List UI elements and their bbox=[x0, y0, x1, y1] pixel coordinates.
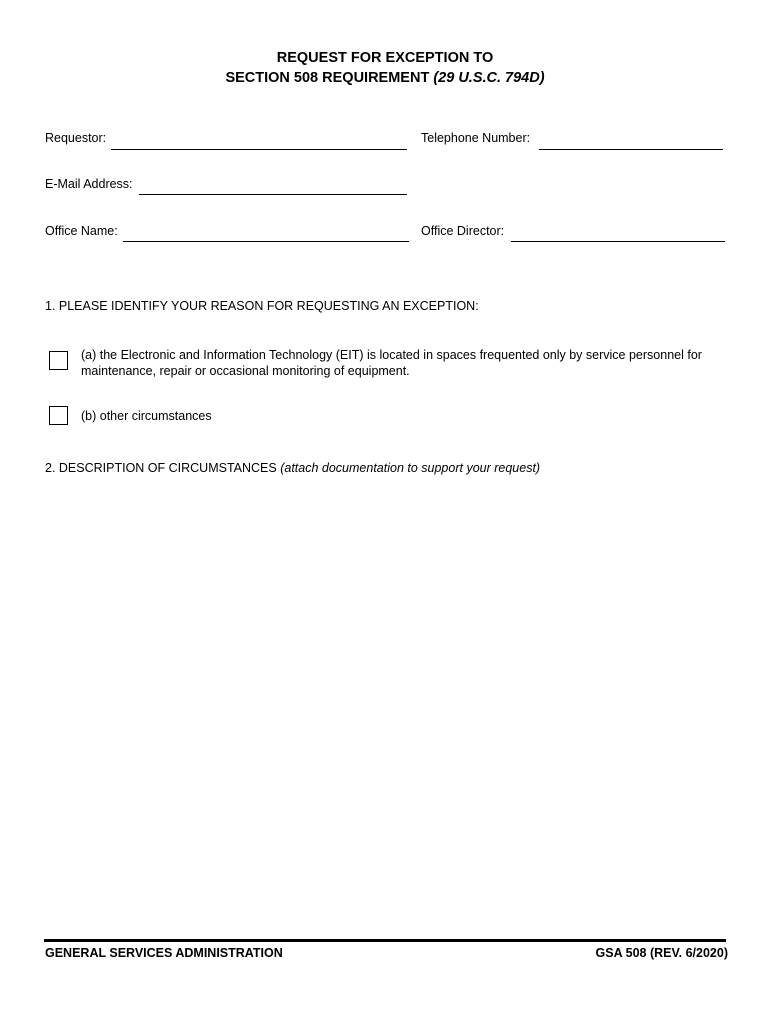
requestor-label: Requestor: bbox=[45, 131, 107, 145]
email-underline bbox=[139, 194, 407, 195]
telephone-input[interactable] bbox=[541, 132, 721, 148]
option-b-text: (b) other circumstances bbox=[81, 409, 212, 423]
email-label: E-Mail Address: bbox=[45, 177, 133, 191]
email-input[interactable] bbox=[141, 177, 405, 193]
section-2-note: (attach documentation to support your request) bbox=[280, 461, 541, 475]
description-textarea[interactable] bbox=[44, 488, 730, 932]
footer-agency: GENERAL SERVICES ADMINISTRATION bbox=[45, 946, 283, 960]
requestor-underline bbox=[111, 149, 407, 150]
section-2-title: 2. DESCRIPTION OF CIRCUMSTANCES bbox=[45, 461, 277, 475]
form-title-text: SECTION 508 REQUIREMENT bbox=[225, 70, 430, 86]
section-2-heading bbox=[45, 460, 540, 476]
footer-rule bbox=[44, 939, 726, 942]
requestor-input[interactable] bbox=[113, 132, 405, 148]
option-a-checkbox[interactable] bbox=[49, 351, 68, 370]
office-director-underline bbox=[511, 241, 725, 242]
form-title-line-1: REQUEST FOR EXCEPTION TO bbox=[276, 50, 494, 66]
office-name-input[interactable] bbox=[125, 224, 407, 240]
footer-form-number: GSA 508 (REV. 6/2020) bbox=[595, 946, 728, 960]
option-a-text: (a) the Electronic and Information Technology (EIT) is located in spaces frequented only by service personnel for maintenance, repair or occasional monitoring of equipment. bbox=[81, 348, 702, 378]
section-1-heading: 1. PLEASE IDENTIFY YOUR REASON FOR REQUESTING AN EXCEPTION: bbox=[45, 299, 479, 313]
telephone-label: Telephone Number: bbox=[421, 131, 531, 145]
office-name-underline bbox=[123, 241, 409, 242]
option-b-checkbox[interactable] bbox=[49, 406, 68, 425]
telephone-underline bbox=[539, 149, 723, 150]
form-title-line-2 bbox=[0, 68, 770, 88]
office-director-input[interactable] bbox=[513, 224, 723, 240]
form-title-citation: (29 U.S.C. 794D) bbox=[433, 70, 545, 86]
office-name-label: Office Name: bbox=[45, 224, 118, 238]
office-director-label: Office Director: bbox=[421, 224, 505, 238]
